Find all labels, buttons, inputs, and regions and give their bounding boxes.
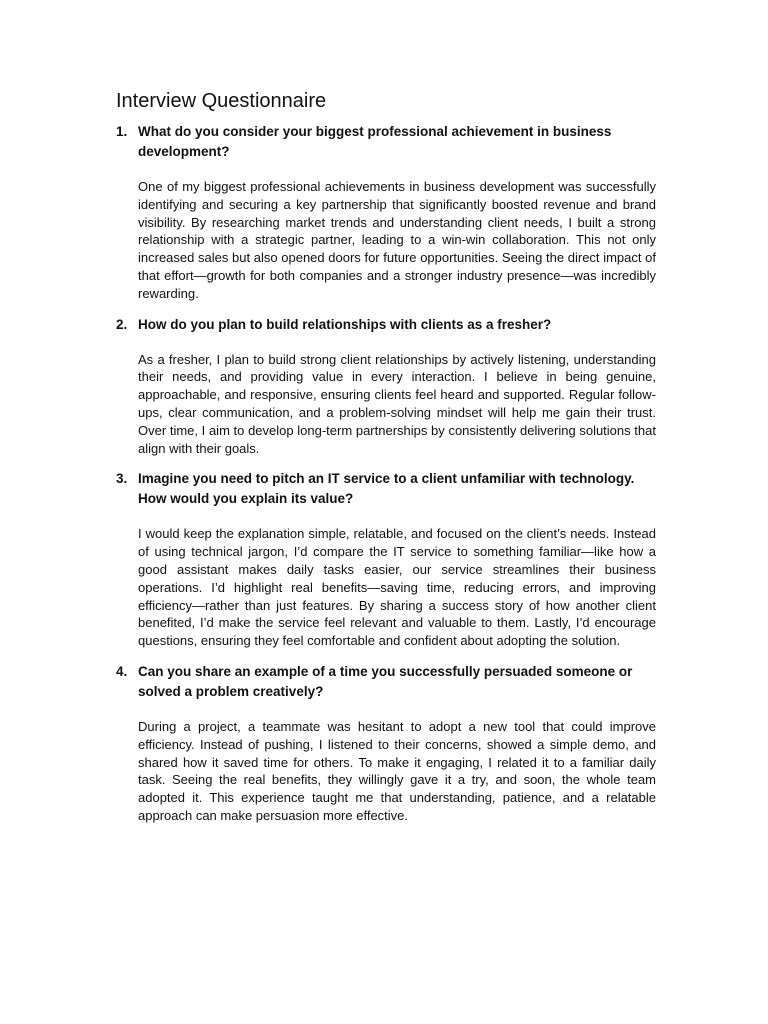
question-number: 4.	[116, 663, 128, 679]
question-number: 3.	[116, 471, 128, 487]
question-item-3	[116, 469, 656, 650]
question-item-2	[116, 315, 656, 458]
question-list	[116, 122, 656, 825]
question-text: Imagine you need to pitch an IT service to a client unfamiliar with technology. How would you explain its value?	[138, 471, 635, 507]
document-title: Interview Questionnaire	[116, 90, 327, 112]
answer-paragraph: As a fresher, I plan to build strong client relationships by actively listening, understanding their needs, and providing value in every interaction. I believe in being genuine, approachable, and responsive, ensuring clients feel heard and supported. Regular follow-ups, clear communication, and a problem-solving mindset will help me gain their trust. Over time, I aim to develop long-term partnerships by consistently delivering solutions that align with their goals.	[138, 351, 656, 456]
question-heading	[116, 315, 656, 335]
question-text: What do you consider your biggest professional achievement in business development?	[138, 124, 612, 159]
question-heading	[116, 469, 656, 509]
question-item-1	[116, 122, 656, 303]
answer-paragraph: During a project, a teammate was hesitant to adopt a new tool that could improve efficiency. Instead of pushing, I listened to their concerns, showed a simple demo, and shared how it saved time for others. To make it engaging, I related it to a familiar daily task. Seeing the real benefits, they willingly gave it a try, and soon, the whole team adopted it. This experience taught me that understanding, patience, and a relatable approach can make persuasion more effective.	[138, 718, 656, 823]
question-number: 1.	[116, 124, 128, 139]
question-heading	[116, 662, 656, 702]
question-text: How do you plan to build relationships with clients as a fresher?	[138, 316, 552, 332]
answer-paragraph: I would keep the explanation simple, relatable, and focused on the client’s needs. Instead of using technical jargon, I’d compare the IT service to something familiar—like how a good assistant makes daily tasks easier, our service streamlines their business operations. I’d highlight real benefits—saving time, reducing errors, and improving efficiency—rather than just features. By sharing a success story of how another client benefited, I’d make the service feel relevant and valuable to them. Lastly, I’d encourage questions, ensuring they feel comfortable and confident about adopting the solution.	[138, 526, 656, 649]
question-text: Can you share an example of a time you successfully persuaded someone or solved a problem creatively?	[138, 663, 633, 699]
answer-paragraph: One of my biggest professional achievements in business development was successfully identifying and securing a key partnership that significantly boosted revenue and brand visibility. By researching market trends and understanding client needs, I built a strong relationship with a strategic partner, leading to a win-win collaboration. This not only increased sales but also opened doors for future opportunities. Seeing the direct impact of that effort—growth for both companies and a stronger industry presence—was incredibly rewarding.	[138, 179, 656, 301]
document-body	[116, 88, 656, 837]
question-item-4	[116, 662, 656, 825]
question-number: 2.	[116, 316, 128, 332]
question-heading	[116, 122, 656, 162]
